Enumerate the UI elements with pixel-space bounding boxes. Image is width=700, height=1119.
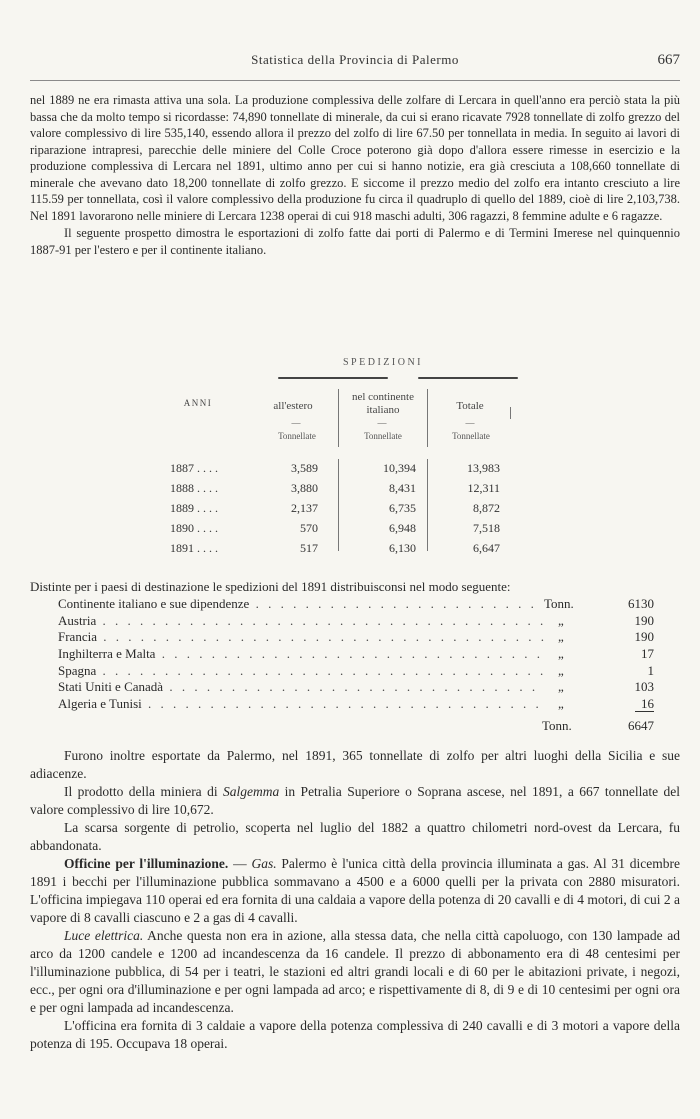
destination-unit: „ [544,663,590,680]
paragraph-salgemma [30,783,680,819]
unit-dash: — [291,418,301,428]
table-cell-continente: 6,735 [389,501,416,515]
destination-value: 1 [598,663,654,680]
table-cell-estero: 517 [300,541,318,555]
column-divider [427,389,428,447]
unit-dash: — [465,418,475,428]
text-run: Anche questa non era in azione, alla stessa data, che nella città capoluogo, con 130 lampade ad arco da 1200 candele e 1200 ad incandescenza da 16 candele. Il prezzo di abbonamento era di 48 centesimi per l'illuminazione pubblica, di 54 per i teatri, le stazioni ed altri grandi locali e di 60 per le abitazioni private, i negozi, ecc., per ogni ora d'illuminazione e per ogni lampada ad arco; e rispettivamente di 8, di 9 e di 10 centesimi per ogni ora e per ogni lampada ad incandescenza. [30,928,680,1015]
page-number: 667 [657,52,680,68]
destination-value: 190 [598,613,654,630]
paragraph-lercara: nel 1889 ne era rimasta attiva una sola. La produzione complessiva delle zolfare di Lercara in quell'anno era perciò stata la più bassa che da molto tempo si ricordasse: 74,890 tonnellate di minerale, da cui si erano ricavate 7928 tonnellate di zolfo grezzo del valore complessivo di lire 535,140, essendo allora il prezzo del zolfo di lire 67.50 per tonnellata in media. In seguito ai lavori di riparazione intrapresi, parecchie delle miniere del Colle Croce poterono già dopo d'allora essere rimesse in esercizio e la produzione complessiva di Lercara nel 1891, ultimo anno per cui si hanno notizie, era già cresciuta a 108,660 tonnellate di minerale che avevano dato 18,200 tonnellate di zolfo grezzo. E siccome il prezzo medio del zolfo era intanto cresciuto a lire 115.59 per tonnellata, così il valore complessivo della produzione fu circa il quadruplo di quello del 1889, cioè di lire 2,103,738. Nel 1891 lavorarono nelle miniere di Lercara 1238 operai di cui 918 maschi adulti, 306 ragazzi, 8 femmine adulte e 6 ragazze. [30,93,680,223]
paragraph-luce-elettrica [30,927,680,1017]
destination-value: 16 [635,696,654,712]
unit-label: Tonnellate [278,431,316,441]
unit-label: Tonnellate [364,431,402,441]
destination-unit: Tonn. [544,596,590,613]
italic-term: Salgemma [223,784,280,799]
header-rule [30,80,680,81]
table-cell-estero: 2,137 [291,501,318,515]
list-item [30,596,680,613]
total-value: 6647 [628,717,654,733]
running-head: Statistica della Provincia di Palermo [251,52,459,67]
column-divider [510,407,511,419]
destination-unit: „ [544,629,590,646]
exports-table [158,345,518,563]
paragraph-prospetto: Il seguente prospetto dimostra le esportazioni di zolfo fatte dai porti di Palermo e di Termini Imerese nel quinquennio 1887-91 per l'estero e per il continente italiano. [30,226,680,257]
table-cell-totale: 12,311 [467,481,500,495]
table-brace-right [418,377,518,379]
table-cell-totale: 7,518 [473,521,500,535]
list-item [30,629,680,646]
destination-name: Stati Uniti e Canadà . . . [58,679,560,696]
text-run: in Petralia Superiore o Soprana ascese, nel 1891, a 667 tonnellate del valore complessivo di lire 10,672. [30,784,680,817]
unit-label: Tonnellate [452,431,490,441]
table-year: 1889 . . . . [170,501,218,515]
table-cell-continente: 6,948 [389,521,416,535]
destination-name: Inghilterra e Malta . . . [58,646,560,663]
destination-value: 103 [598,679,654,696]
column-divider [427,459,428,551]
destination-name: Algeria e Tunisi . . . [58,696,560,713]
table-cell-totale: 6,647 [473,541,500,555]
table-cell-continente: 6,130 [389,541,416,555]
destination-unit: „ [544,696,590,713]
column-header-estero: all'estero [273,400,313,412]
destination-value: 17 [598,646,654,663]
table-year: 1887 . . . . [170,461,218,475]
destination-name: Austria . . . [58,613,560,630]
paragraph-officina: L'officina era fornita di 3 caldaie a vapore della potenza complessiva di 240 cavalli e di 3 motori a vapore della potenza di 195. Occupava 18 operai. [30,1018,680,1051]
column-header-continente: nel continente italiano [351,391,414,416]
destination-name: Spagna . . . [58,663,560,680]
breakdown-intro: Distinte per i paesi di destinazione le spedizioni del 1891 distribuisconsi nel modo seguente: [30,579,511,594]
destination-value: 6130 [598,596,654,613]
destination-value: 190 [598,629,654,646]
table-year: 1890 . . . . [170,521,218,535]
page-header [30,52,680,74]
list-item [30,663,680,680]
list-item [30,696,680,713]
column-header-totale: Totale [456,400,484,412]
italic-term: Luce elettrica. [64,928,144,943]
paragraph-illuminazione-gas [30,855,680,927]
table-cell-estero: 570 [300,521,318,535]
table-year: 1888 . . . . [170,481,218,495]
table-cell-continente: 8,431 [389,481,416,495]
destination-name: Francia . . . [58,629,560,646]
paragraph-sicilia: Furono inoltre esportate da Palermo, nel 1891, 365 tonnellate di zolfo per altri luoghi della Sicilia e sue adiacenze. [30,748,680,781]
bottom-text [30,747,680,1053]
text-run: — [228,856,252,871]
column-divider [338,389,339,447]
list-item [30,679,680,696]
list-item [30,613,680,630]
destination-breakdown [30,578,680,736]
unit-dash: — [377,418,387,428]
column-header-anni: ANNI [183,398,213,408]
table-brace-left [278,377,388,379]
destination-name: Continente italiano e sue dipendenze . . . [58,596,560,613]
breakdown-total [30,716,680,736]
column-divider [338,459,339,551]
table-cell-continente: 10,394 [383,461,416,475]
table-year: 1891 . . . . [170,541,218,555]
text-run: Palermo è l'unica città della provincia illuminata a gas. Al 31 dicembre 1891 i becchi per l'illuminazione pubblica sommavano a 4500 e a 6000 quelli per la privata con 2880 misuratori. L'officina impiegava 110 operai ed era fornita di una caldaia a vapore della potenza di 20 cavalli e di 4 motori, di cui 2 a vapore di 8 cavalli ciascuno e 2 a gas di 4 cavalli. [30,856,680,925]
total-unit: Tonn. [542,717,572,733]
destination-unit: „ [544,679,590,696]
top-text [30,92,680,258]
table-group-title: SPEDIZIONI [343,357,423,368]
destination-value-underlined [598,696,654,713]
italic-term: Gas. [251,856,277,871]
breakdown-list [30,596,680,713]
text-run: Il prodotto della miniera di [64,784,223,799]
destination-unit: „ [544,613,590,630]
table-cell-estero: 3,589 [291,461,318,475]
table-cell-estero: 3,880 [291,481,318,495]
table-cell-totale: 8,872 [473,501,500,515]
destination-unit: „ [544,646,590,663]
list-item [30,646,680,663]
table-cell-totale: 13,983 [467,461,500,475]
paragraph-petrolio: La scarsa sorgente di petrolio, scoperta nel luglio del 1882 a quattro chilometri nord-ovest da Lercara, fu abbandonata. [30,820,680,853]
section-heading: Officine per l'illuminazione. [64,856,229,871]
